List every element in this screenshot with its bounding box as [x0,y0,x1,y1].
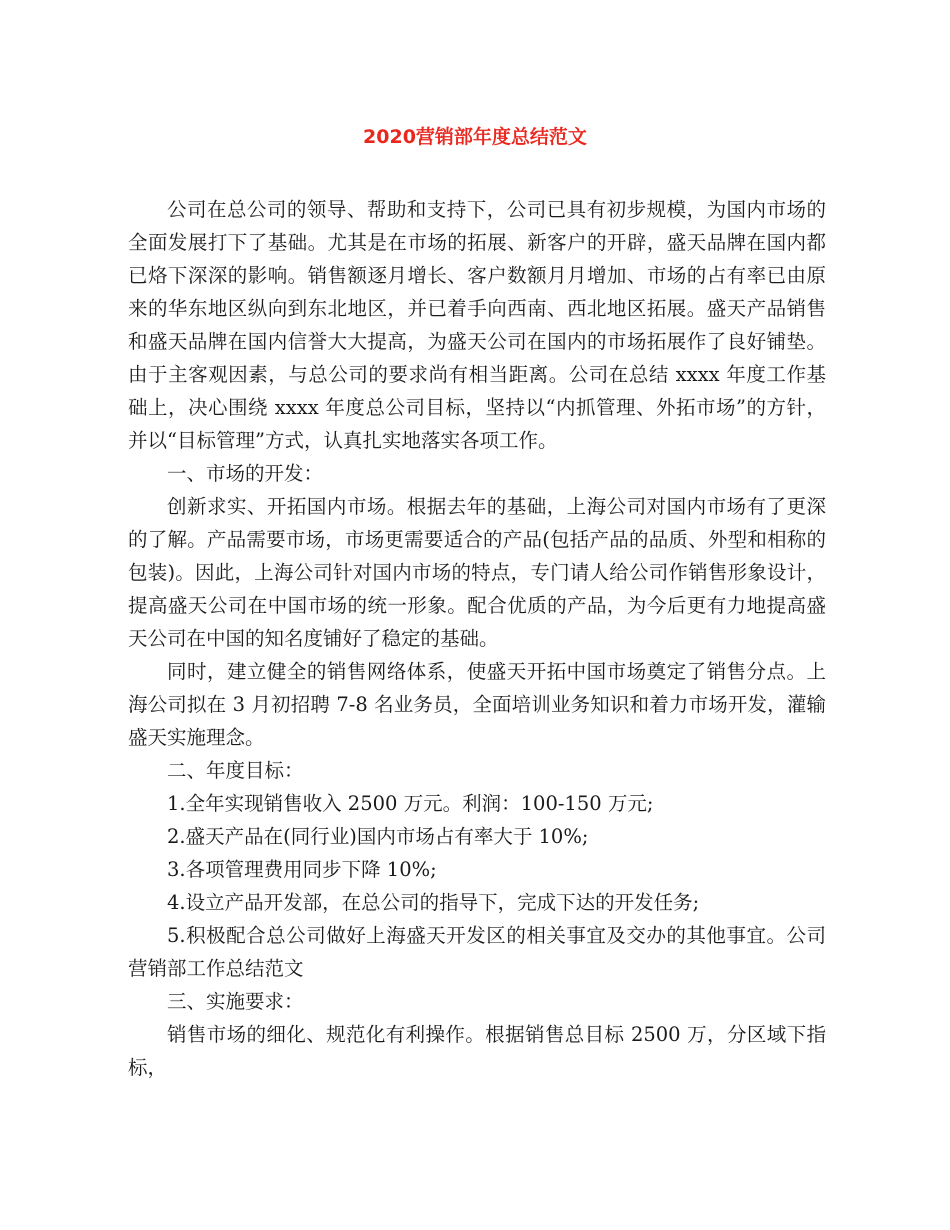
paragraph-sales-network: 同时，建立健全的销售网络体系，使盛天开拓中国市场奠定了销售分点。上海公司拟在 3 月初招聘 7-8 名业务员，全面培训业务知识和着力市场开发，灌输盛天实施理念。 [128,660,826,749]
goal-item-2: 2.盛天产品在(同行业)国内市场占有率大于 10%; [167,825,589,848]
goal-item-3: 3.各项管理费用同步下降 10%; [167,858,437,881]
goal-item-1: 1.全年实现销售收入 2500 万元。利润：100-150 万元; [167,792,654,815]
document-title: 2020营销部年度总结范文 [363,126,587,148]
paragraph-implementation: 销售市场的细化、规范化有利操作。根据销售总目标 2500 万，分区域下指标， [128,1023,826,1079]
section-heading-annual-goals: 二、年度目标： [167,759,304,782]
paragraph-market-innovation: 创新求实、开拓国内市场。根据去年的基础，上海公司对国内市场有了更深的了解。产品需要市场，市场更需要适合的产品(包括产品的品质、外型和相称的包装)。因此，上海公司针对国内市场的特点，专门请人给公司作销售形象设计，提高盛天公司在中国市场的统一形象。配合优质的产品，为今后更有力地提高盛天公司在中国的知名度铺好了稳定的基础。 [128,495,826,650]
goal-item-5: 5.积极配合总公司做好上海盛天开发区的相关事宜及交办的其他事宜。公司营销部工作总结范文 [128,924,826,980]
section-heading-market-development: 一、市场的开发： [167,462,324,485]
document-body [128,193,826,1084]
goal-item-4: 4.设立产品开发部，在总公司的指导下，完成下达的开发任务; [167,891,700,914]
paragraph-intro: 公司在总公司的领导、帮助和支持下，公司已具有初步规模，为国内市场的全面发展打下了基础。尤其是在市场的拓展、新客户的开辟，盛天品牌在国内都已烙下深深的影响。销售额逐月增长、客户数额月月增加、市场的占有率已由原来的华东地区纵向到东北地区，并已着手向西南、西北地区拓展。盛天产品销售和盛天品牌在国内信誉大大提高，为盛天公司在国内的市场拓展作了良好铺垫。由于主客观因素，与总公司的要求尚有相当距离。公司在总结 xxxx 年度工作基础上，决心围绕 xxxx 年度总公司目标，坚持以“内抓管理、外拓市场”的方针，并以“目标管理”方式，认真扎实地落实各项工作。 [128,198,826,452]
section-heading-implementation: 三、实施要求： [167,990,304,1013]
